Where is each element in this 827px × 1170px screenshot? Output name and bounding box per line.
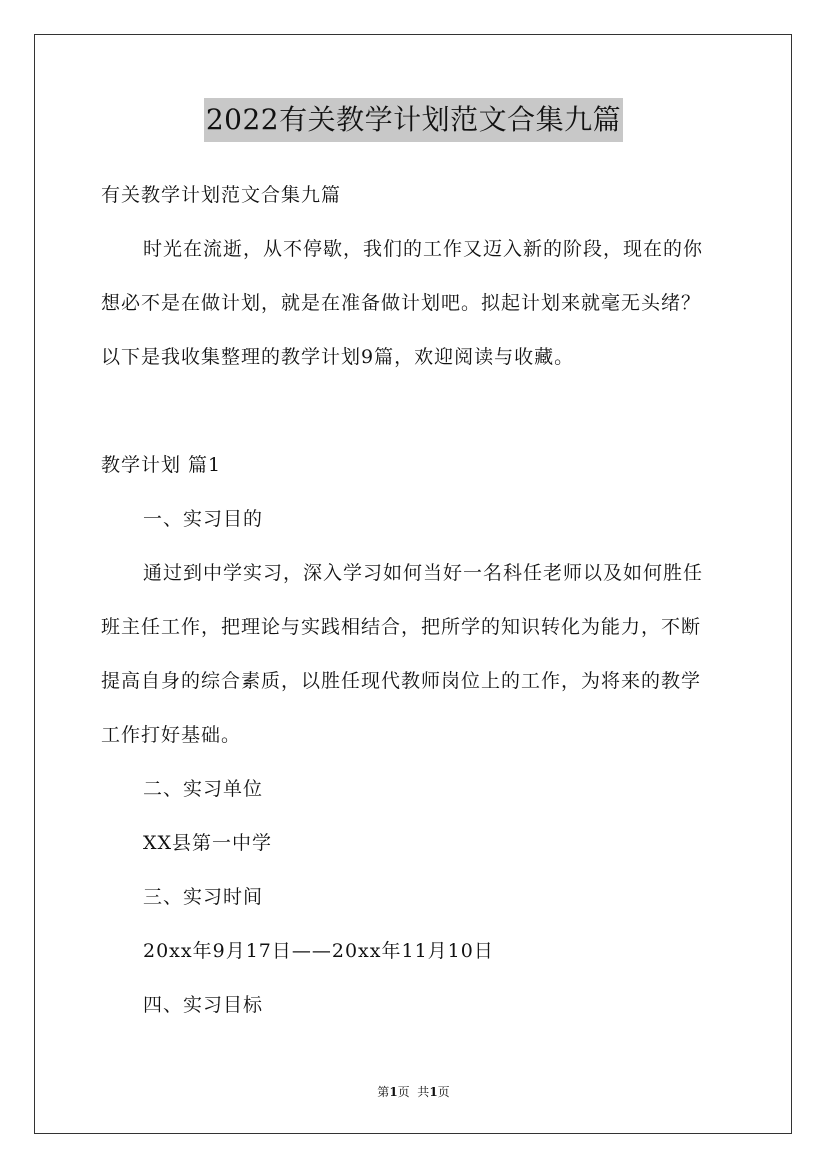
footer-page-mid: 页 共 — [397, 1085, 430, 1099]
section-heading: 教学计划 篇1 — [101, 454, 222, 476]
purpose-line-3: 提高自身的综合素质，以胜任现代教师岗位上的工作，为将来的教学 — [101, 670, 702, 692]
time-text: 20xx年9月17日——20xx年11月10日 — [143, 940, 494, 962]
page-footer — [0, 1083, 827, 1101]
document-subtitle: 有关教学计划范文合集九篇 — [101, 184, 342, 206]
intro-line-1: 时光在流逝，从不停歇，我们的工作又迈入新的阶段，现在的你 — [143, 238, 704, 260]
heading-unit: 二、实习单位 — [143, 778, 264, 800]
heading-purpose: 一、实习目的 — [143, 508, 264, 530]
heading-time: 三、实习时间 — [143, 886, 264, 908]
document-title: 2022有关教学计划范文合集九篇 — [204, 98, 623, 142]
footer-page-prefix: 第 — [377, 1085, 390, 1099]
title-container — [0, 98, 827, 142]
intro-line-3: 以下是我收集整理的教学计划9篇，欢迎阅读与收藏。 — [101, 346, 575, 368]
unit-text: XX县第一中学 — [143, 832, 273, 854]
footer-page-total: 1 — [429, 1085, 438, 1099]
footer-page-suffix: 页 — [437, 1085, 450, 1099]
footer-page-number: 1 — [389, 1085, 398, 1099]
heading-goal: 四、实习目标 — [143, 994, 264, 1016]
purpose-line-2: 班主任工作，把理论与实践相结合，把所学的知识转化为能力，不断 — [101, 616, 702, 638]
purpose-line-4: 工作打好基础。 — [101, 724, 242, 746]
purpose-line-1: 通过到中学实习，深入学习如何当好一名科任老师以及如何胜任 — [143, 562, 704, 584]
intro-line-2: 想必不是在做计划，就是在准备做计划吧。拟起计划来就毫无头绪？ — [101, 292, 702, 314]
